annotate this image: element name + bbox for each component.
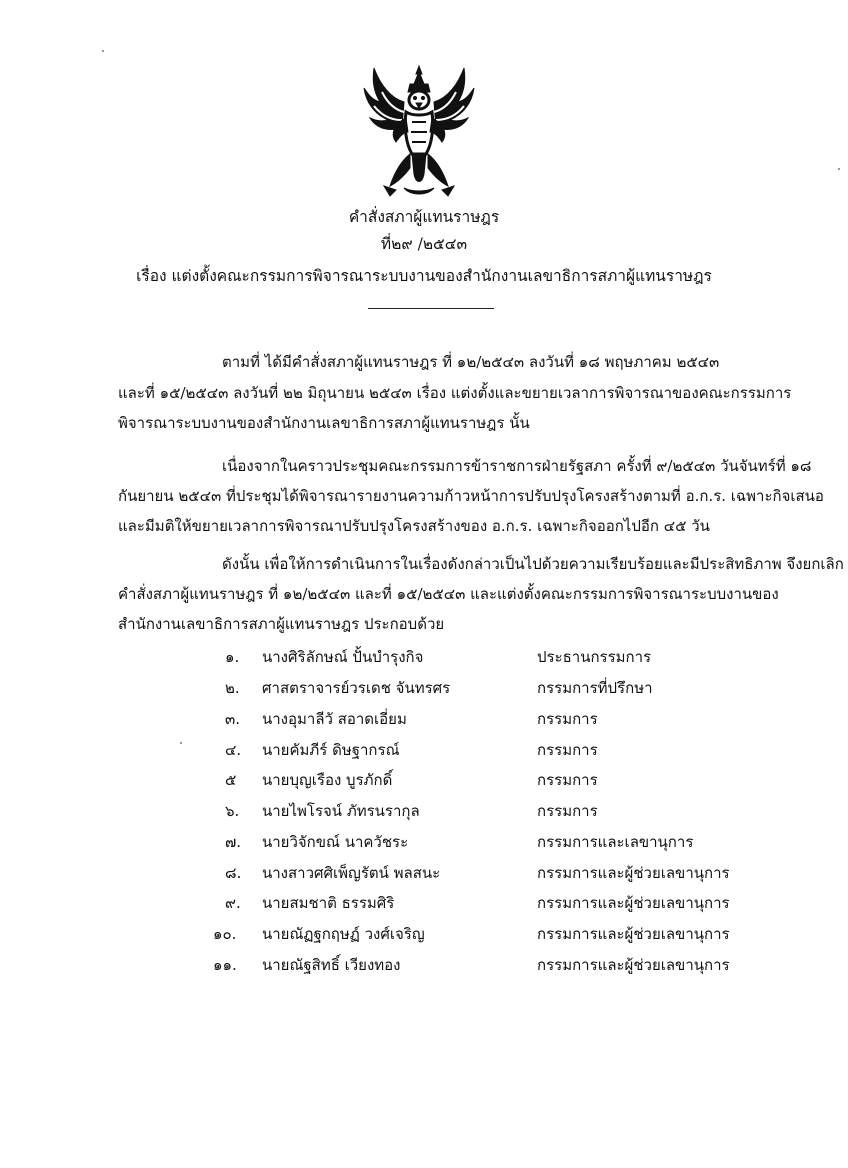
member-role: กรรมการ [537, 771, 598, 789]
member-role: กรรมการและผู้ช่วยเลขานุการ [537, 925, 730, 943]
paragraph-3-line-1: ดังนั้น เพื่อให้การดำเนินการในเรื่องดังกล่าวเป็นไปด้วยความเรียบร้อยและมีประสิทธิภาพ จึงยกเลิก [222, 555, 844, 573]
paragraph-2-line-1: เนื่องจากในคราวประชุมคณะกรรมการข้าราชการฝ่ายรัฐสภา ครั้งที่ ๙/๒๕๔๓ วันจันทร์ที่ ๑๘ [222, 457, 812, 475]
member-name: นายคัมภีร์ ดิษฐากรณ์ [262, 741, 400, 759]
paragraph-1-line-1: ตามที่ ได้มีคำสั่งสภาผู้แทนราษฎร ที่ ๑๒/๒๕๔๓ ลงวันที่ ๑๘ พฤษภาคม ๒๕๔๓ [222, 353, 720, 371]
member-number: ๘. [225, 864, 242, 882]
member-number: ๖. [225, 802, 240, 820]
document-title: คำสั่งสภาผู้แทนราษฎร [348, 208, 500, 226]
member-role: กรรมการและผู้ช่วยเลขานุการ [537, 956, 730, 974]
member-name: นางศิริลักษณ์ ปั้นบำรุงกิจ [262, 648, 424, 666]
scan-speck [102, 50, 104, 52]
member-number: ๑๑. [213, 956, 237, 974]
member-number: ๑. [225, 648, 240, 666]
member-number: ๙. [225, 894, 241, 912]
member-role: กรรมการและผู้ช่วยเลขานุการ [537, 894, 730, 912]
member-number: ๓. [225, 710, 241, 728]
paragraph-3-line-3: สำนักงานเลขาธิการสภาผู้แทนราษฎร ประกอบด้วย [118, 615, 445, 633]
member-name: นายบุญเรือง บูรภักดิ์ [262, 771, 393, 789]
member-number: ๑๐. [213, 925, 237, 943]
member-name: นายณัฐสิทธิ์ เวียงทอง [262, 956, 401, 974]
scan-speck [180, 742, 182, 744]
document-number: ที่๒๙ /๒๕๔๓ [380, 235, 468, 253]
member-role: กรรมการ [537, 741, 598, 759]
paragraph-1-line-3: พิจารณาระบบงานของสำนักงานเลขาธิการสภาผู้แทนราษฎร นั้น [118, 414, 530, 432]
member-role: กรรมการและผู้ช่วยเลขานุการ [537, 864, 730, 882]
member-role: กรรมการที่ปรึกษา [537, 679, 653, 697]
member-number: ๕ [225, 771, 237, 789]
member-number: ๒. [225, 679, 240, 697]
member-role: กรรมการ [537, 802, 598, 820]
paragraph-1-line-2: และที่ ๑๕/๒๕๔๓ ลงวันที่ ๒๒ มิถุนายน ๒๕๔๓ เรื่อง แต่งตั้งและขยายเวลาการพิจารณาของคณะกรรมการ [118, 384, 792, 402]
paragraph-2-line-3: และมีมติให้ขยายเวลาการพิจารณาปรับปรุงโครงสร้างของ อ.ก.ร. เฉพาะกิจออกไปอีก ๔๕ วัน [118, 517, 710, 535]
member-name: นางอุมาลีวั สอาดเอี่ยม [262, 710, 407, 728]
garuda-emblem-icon [360, 62, 478, 202]
member-name: นางสาวศศิเพ็ญรัตน์ พลสนะ [262, 864, 441, 882]
member-name: นายณัฏฐกฤษฏ์ วงศ์เจริญ [262, 925, 425, 943]
scan-speck [838, 168, 840, 170]
member-name: นายสมชาติ ธรรมศิริ [262, 894, 395, 912]
document-subject: เรื่อง แต่งตั้งคณะกรรมการพิจารณาระบบงานของสำนักงานเลขาธิการสภาผู้แทนราษฎร [136, 267, 712, 285]
member-role: กรรมการ [537, 710, 598, 728]
member-number: ๔. [225, 741, 242, 759]
member-role: ประธานกรรมการ [537, 648, 652, 666]
member-role: กรรมการและเลขานุการ [537, 833, 694, 851]
paragraph-2-line-2: กันยายน ๒๕๔๓ ที่ประชุมได้พิจารณารายงานความก้าวหน้าการปรับปรุงโครงสร้างตามที่ อ.ก.ร. เฉพาะกิจเสนอ [118, 487, 824, 505]
paragraph-3-line-2: คำสั่งสภาผู้แทนราษฎร ที่ ๑๒/๒๕๔๓ และที่ ๑๕/๒๕๔๓ และแต่งตั้งคณะกรรมการพิจารณาระบบงานของ [118, 585, 779, 603]
member-name: นายไพโรจน์ ภัทรนรากุล [262, 802, 420, 820]
member-name: นายวิจักขณ์ นาควัชระ [262, 833, 409, 851]
member-number: ๗. [225, 833, 242, 851]
divider [368, 308, 494, 309]
member-name: ศาสตราจารย์วรเดช จันทรศร [262, 679, 451, 697]
